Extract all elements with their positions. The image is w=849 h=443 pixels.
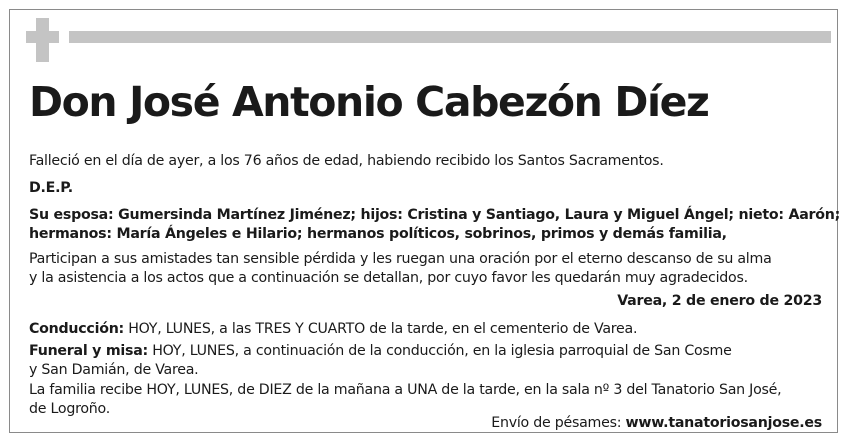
funeral-line-2: y San Damián, de Varea. xyxy=(29,362,199,378)
family-line-1: Su esposa: Gumersinda Martínez Jiménez; hijos: Cristina y Santiago, Laura y Miguel Ángel; nieto: Aarón; xyxy=(29,207,841,223)
funeral-text-1: HOY, LUNES, a continuación de la conducción, en la iglesia parroquial de San Cosme xyxy=(147,343,732,359)
conduccion-text: HOY, LUNES, a las TRES Y CUARTO de la tarde, en el cementerio de Varea. xyxy=(123,321,638,337)
place-date: Varea, 2 de enero de 2023 xyxy=(617,293,822,309)
header-rule xyxy=(69,31,831,43)
reception-line-1: La familia recibe HOY, LUNES, de DIEZ de la mañana a UNA de la tarde, en la sala nº 3 del Tanatorio San José, xyxy=(29,382,782,398)
invite-line-1: Participan a sus amistades tan sensible pérdida y les ruegan una oración por el eterno descanso de su alma xyxy=(29,251,772,267)
cross-icon-bar xyxy=(26,31,59,43)
condolences-url[interactable]: www.tanatoriosanjose.es xyxy=(625,415,822,431)
dep-text: D.E.P. xyxy=(29,180,73,196)
reception-line-2: de Logroño. xyxy=(29,401,110,417)
condolences-line xyxy=(491,415,822,431)
family-line-2: hermanos: María Ángeles e Hilario; hermanos políticos, sobrinos, primos y demás familia, xyxy=(29,226,727,242)
conduccion-line xyxy=(29,320,637,339)
intro-text: Falleció en el día de ayer, a los 76 años de edad, habiendo recibido los Santos Sacramentos. xyxy=(29,153,664,169)
invite-line-2: y la asistencia a los actos que a continuación se detallan, por cuyo favor les quedarán muy agradecidos. xyxy=(29,270,748,286)
funeral-label: Funeral y misa: xyxy=(29,343,148,359)
deceased-name: Don José Antonio Cabezón Díez xyxy=(29,78,709,126)
funeral-line-1 xyxy=(29,342,732,361)
conduccion-label: Conducción: xyxy=(29,321,124,337)
condolences-label: Envío de pésames: xyxy=(491,415,626,431)
